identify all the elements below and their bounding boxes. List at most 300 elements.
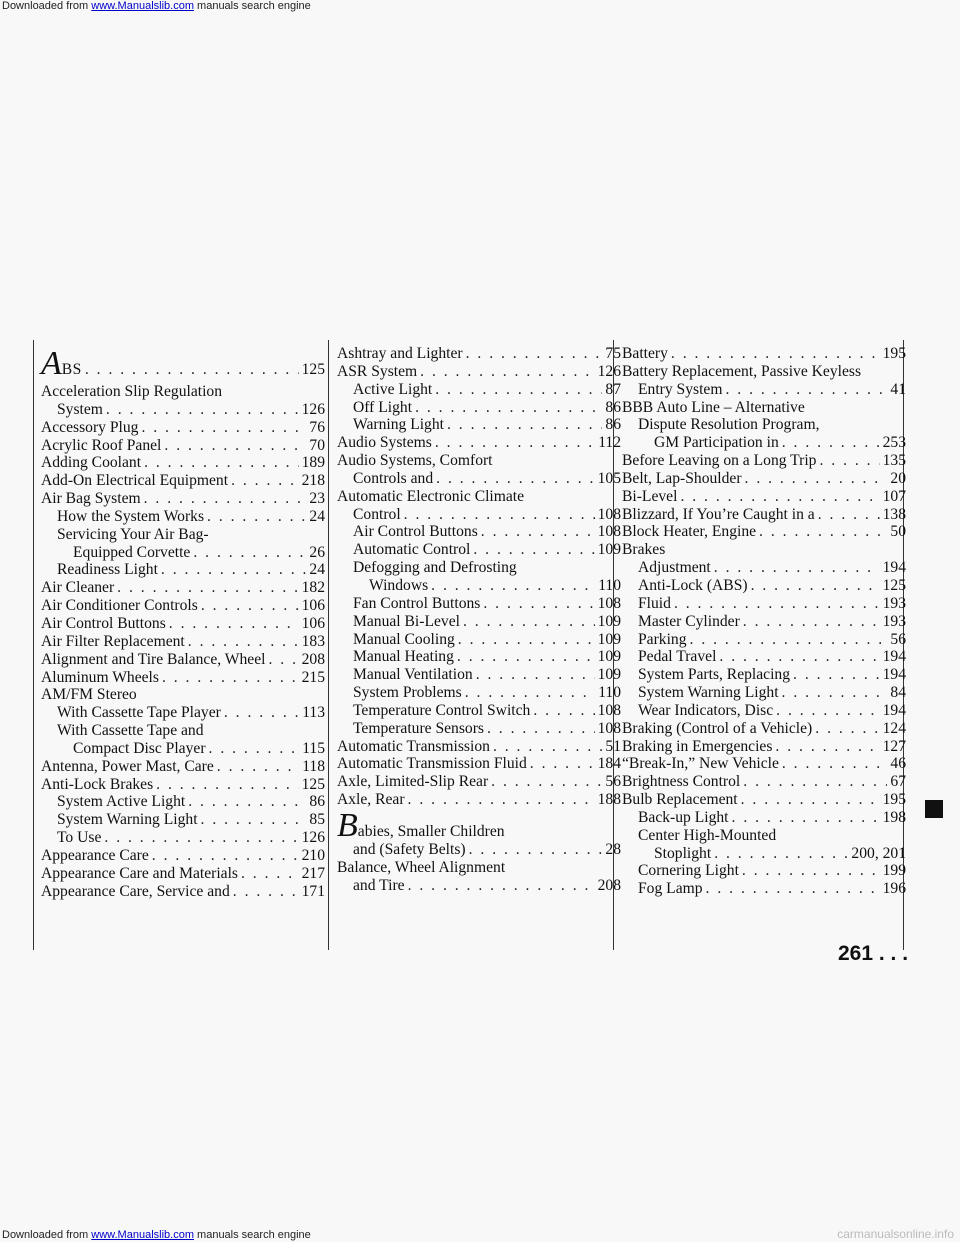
entry-text: Adjustment bbox=[638, 559, 711, 577]
entry-text: and Tire bbox=[353, 876, 405, 894]
dot-leader bbox=[458, 631, 595, 649]
entry-page-number: 50 bbox=[890, 523, 906, 541]
entry-page-number: 86 bbox=[605, 398, 621, 416]
index-entry bbox=[41, 811, 325, 829]
entry-text: Back-up Light bbox=[638, 808, 729, 826]
dot-leader bbox=[201, 811, 307, 829]
entry-text: BS bbox=[61, 361, 82, 379]
entry-text: Antenna, Power Mast, Care bbox=[41, 757, 214, 775]
dot-leader bbox=[714, 845, 848, 863]
entry-page-number: 86 bbox=[605, 416, 621, 434]
entry-page-number: 24 bbox=[309, 507, 325, 525]
dot-leader bbox=[487, 720, 595, 738]
index-entry bbox=[41, 669, 325, 687]
index-entry bbox=[622, 702, 906, 720]
dot-leader bbox=[85, 361, 299, 379]
entry-page-number: 208 bbox=[301, 650, 325, 668]
dot-leader bbox=[217, 758, 299, 776]
entry-page-number: 105 bbox=[597, 469, 621, 487]
dot-leader bbox=[782, 684, 888, 702]
dot-leader bbox=[209, 740, 300, 758]
dot-leader bbox=[530, 755, 595, 773]
index-entry bbox=[41, 758, 325, 776]
entry-page-number: 109 bbox=[597, 541, 621, 559]
entry-page-number: 109 bbox=[597, 612, 621, 630]
dot-leader bbox=[491, 773, 602, 791]
index-entry bbox=[337, 841, 621, 859]
index-entry bbox=[41, 651, 325, 669]
entry-page-number: 56 bbox=[890, 630, 906, 648]
dot-leader bbox=[741, 791, 880, 809]
entry-text: Defogging and Defrosting bbox=[353, 559, 517, 577]
entry-text: Off Light bbox=[353, 398, 413, 416]
index-entry bbox=[622, 416, 906, 434]
entry-text: Manual Heating bbox=[353, 648, 454, 666]
entry-text: System Active Light bbox=[57, 793, 186, 811]
dot-leader bbox=[483, 595, 594, 613]
entry-page-number: 124 bbox=[882, 719, 906, 737]
dot-leader bbox=[431, 577, 595, 595]
dot-leader bbox=[690, 631, 888, 649]
entry-text: Battery Replacement, Passive Keyless bbox=[622, 362, 862, 380]
dot-leader bbox=[706, 880, 880, 898]
dot-leader bbox=[207, 508, 306, 526]
entry-text: Dispute Resolution Program, bbox=[638, 416, 820, 434]
dot-leader bbox=[782, 434, 880, 452]
index-entry bbox=[622, 559, 906, 577]
manualslib-link[interactable]: www.Manualslib.com bbox=[91, 0, 194, 12]
entry-text: Controls and bbox=[353, 469, 434, 487]
index-entry bbox=[41, 526, 325, 544]
entry-text: Manual Cooling bbox=[353, 630, 455, 648]
entry-page-number: 28 bbox=[605, 840, 621, 858]
index-entry bbox=[622, 755, 906, 773]
entry-text: Acceleration Slip Regulation bbox=[41, 383, 223, 400]
entry-text: Ashtray and Lighter bbox=[337, 345, 463, 362]
entry-page-number: 113 bbox=[302, 704, 325, 722]
entry-text: Warning Light bbox=[353, 416, 444, 434]
dot-leader bbox=[751, 577, 880, 595]
dot-leader bbox=[164, 437, 306, 455]
entry-text: Compact Disc Player bbox=[73, 739, 206, 757]
entry-text: Audio Systems bbox=[337, 434, 432, 452]
entry-page-number: 198 bbox=[882, 808, 906, 826]
entry-page-number: 70 bbox=[309, 436, 325, 454]
entry-page-number: 184 bbox=[597, 755, 621, 773]
index-entry bbox=[337, 381, 621, 399]
index-entry bbox=[337, 399, 621, 417]
index-entry bbox=[337, 773, 621, 791]
entry-text: Control bbox=[353, 505, 401, 523]
dot-leader bbox=[435, 434, 595, 452]
index-entry bbox=[622, 399, 906, 417]
index-entry bbox=[41, 686, 325, 704]
dot-leader bbox=[268, 651, 298, 669]
index-entry bbox=[41, 490, 325, 508]
entry-text: Appearance Care and Materials bbox=[41, 864, 238, 882]
dot-leader bbox=[233, 883, 299, 901]
dot-leader bbox=[188, 793, 306, 811]
dot-leader bbox=[436, 470, 594, 488]
entry-text: Balance, Wheel Alignment bbox=[337, 858, 506, 876]
entry-text: How the System Works bbox=[57, 507, 205, 525]
entry-text: Automatic Transmission bbox=[337, 737, 490, 755]
entry-text: System bbox=[57, 400, 103, 418]
entry-text: System Warning Light bbox=[638, 684, 779, 702]
entry-text: Belt, Lap-Shoulder bbox=[622, 469, 742, 487]
entry-text: Parking bbox=[638, 630, 687, 648]
dot-leader bbox=[162, 669, 299, 687]
dot-leader bbox=[231, 472, 299, 490]
entry-page-number: 109 bbox=[597, 666, 621, 684]
index-entry bbox=[41, 561, 325, 579]
dot-leader bbox=[782, 755, 888, 773]
index-entry bbox=[41, 740, 325, 758]
dot-leader bbox=[141, 419, 306, 437]
index-entry bbox=[622, 720, 906, 738]
entry-text: Equipped Corvette bbox=[73, 543, 191, 561]
dot-leader bbox=[404, 506, 595, 524]
dot-leader bbox=[775, 738, 879, 756]
index-entry bbox=[337, 791, 621, 809]
index-entry bbox=[622, 577, 906, 595]
dot-leader bbox=[776, 702, 879, 720]
entry-page-number: 196 bbox=[882, 880, 906, 898]
index-entry bbox=[622, 541, 906, 559]
index-entry bbox=[41, 829, 325, 847]
index-entry bbox=[337, 720, 621, 738]
entry-page-number: 108 bbox=[597, 701, 621, 719]
entry-page-number: 194 bbox=[882, 666, 906, 684]
index-entry bbox=[337, 506, 621, 524]
entry-page-number: 126 bbox=[301, 829, 325, 847]
dot-leader bbox=[457, 648, 595, 666]
index-entry bbox=[337, 416, 621, 434]
entry-text: Accessory Plug bbox=[41, 418, 139, 436]
dot-leader bbox=[674, 595, 880, 613]
dot-leader bbox=[742, 862, 880, 880]
download-header bbox=[0, 0, 960, 12]
entry-text: Air Conditioner Controls bbox=[41, 597, 198, 615]
entry-text: Adding Coolant bbox=[41, 454, 142, 472]
entry-page-number: 20 bbox=[890, 469, 906, 487]
dot-leader bbox=[104, 829, 298, 847]
entry-text: With Cassette Tape and bbox=[57, 722, 204, 740]
dot-leader bbox=[408, 791, 595, 809]
dot-leader bbox=[435, 381, 602, 399]
dot-leader bbox=[420, 363, 594, 381]
entry-page-number: 138 bbox=[882, 505, 906, 523]
page-number: 261 . . . bbox=[838, 942, 909, 965]
index-entry bbox=[41, 345, 325, 382]
dot-leader bbox=[188, 633, 299, 651]
index-entry bbox=[622, 827, 906, 845]
footer-manualslib-link[interactable]: www.Manualslib.com bbox=[91, 1229, 194, 1241]
entry-text: Brakes bbox=[622, 541, 666, 559]
index-entry bbox=[41, 454, 325, 472]
entry-page-number: 56 bbox=[605, 773, 621, 791]
index-entry bbox=[41, 704, 325, 722]
dot-leader bbox=[725, 381, 887, 399]
entry-page-number: 193 bbox=[882, 612, 906, 630]
entry-text: Wear Indicators, Disc bbox=[638, 701, 774, 719]
index-entry bbox=[41, 793, 325, 811]
entry-text: Fog Lamp bbox=[638, 880, 703, 898]
entry-text: Braking in Emergencies bbox=[622, 737, 773, 755]
dot-leader bbox=[169, 615, 299, 633]
dot-leader bbox=[106, 401, 299, 419]
entry-text: Air Bag System bbox=[41, 490, 141, 508]
entry-page-number: 126 bbox=[301, 400, 325, 418]
index-entry bbox=[337, 363, 621, 381]
entry-page-number: 76 bbox=[309, 418, 325, 436]
index-entry bbox=[337, 613, 621, 631]
entry-page-number: 110 bbox=[598, 576, 621, 594]
index-entry bbox=[41, 883, 325, 901]
entry-text: BBB Auto Line – Alternative bbox=[622, 398, 805, 416]
section-tab-marker bbox=[925, 800, 943, 818]
dot-leader bbox=[144, 454, 299, 472]
entry-text: Center High-Mounted bbox=[638, 826, 777, 844]
entry-page-number: 108 bbox=[597, 505, 621, 523]
index-entry bbox=[41, 544, 325, 562]
entry-text: Block Heater, Engine bbox=[622, 523, 757, 541]
entry-text: Temperature Control Switch bbox=[353, 701, 531, 719]
index-entry bbox=[337, 345, 621, 363]
entry-page-number: 194 bbox=[882, 648, 906, 666]
entry-page-number: 218 bbox=[301, 472, 325, 490]
footer-prefix: Downloaded from bbox=[2, 1229, 92, 1241]
index-entry bbox=[41, 865, 325, 883]
index-entry bbox=[622, 363, 906, 381]
entry-text: Aluminum Wheels bbox=[41, 668, 159, 686]
index-entry bbox=[622, 452, 906, 470]
dot-leader bbox=[415, 399, 602, 417]
entry-page-number: 108 bbox=[597, 523, 621, 541]
entry-text: Automatic Transmission Fluid bbox=[337, 755, 527, 773]
entry-text: Anti-Lock (ABS) bbox=[638, 576, 748, 594]
entry-text: Air Cleaner bbox=[41, 579, 115, 597]
index-entry bbox=[41, 776, 325, 794]
entry-text: Manual Ventilation bbox=[353, 666, 473, 684]
dot-leader bbox=[714, 559, 880, 577]
entry-page-number: 215 bbox=[301, 668, 325, 686]
index-entry bbox=[41, 508, 325, 526]
dot-leader bbox=[745, 470, 888, 488]
dot-leader bbox=[408, 877, 595, 895]
index-entry bbox=[337, 541, 621, 559]
entry-text: Cornering Light bbox=[638, 862, 739, 880]
entry-page-number: 86 bbox=[309, 793, 325, 811]
dot-leader bbox=[224, 704, 299, 722]
index-entry bbox=[622, 791, 906, 809]
entry-page-number: 87 bbox=[605, 380, 621, 398]
index-entry bbox=[622, 809, 906, 827]
entry-page-number: 41 bbox=[890, 380, 906, 398]
dot-leader bbox=[743, 613, 880, 631]
entry-page-number: 24 bbox=[309, 561, 325, 579]
entry-text: Add-On Electrical Equipment bbox=[41, 472, 229, 490]
entry-text: System Parts, Replacing bbox=[638, 666, 791, 684]
section-initial-letter: B bbox=[337, 806, 358, 844]
entry-page-number: 135 bbox=[882, 452, 906, 470]
entry-page-number: 217 bbox=[301, 864, 325, 882]
index-entry bbox=[622, 595, 906, 613]
index-entry bbox=[337, 755, 621, 773]
index-entry bbox=[41, 597, 325, 615]
dot-leader bbox=[447, 416, 602, 434]
dot-leader bbox=[144, 490, 307, 508]
entry-text: Bulb Replacement bbox=[622, 791, 738, 809]
entry-text: Air Control Buttons bbox=[353, 523, 478, 541]
entry-page-number: 208 bbox=[597, 876, 621, 894]
index-entry bbox=[337, 434, 621, 452]
entry-text: abies, Smaller Children bbox=[357, 823, 505, 841]
dot-leader bbox=[466, 345, 603, 363]
index-entry bbox=[622, 845, 906, 863]
entry-text: Temperature Sensors bbox=[353, 719, 484, 737]
index-entry bbox=[337, 631, 621, 649]
dot-leader bbox=[241, 865, 299, 883]
entry-text: Alignment and Tire Balance, Wheel bbox=[41, 650, 266, 668]
dot-leader bbox=[819, 452, 879, 470]
entry-text: ASR System bbox=[337, 362, 418, 380]
entry-text: System Problems bbox=[353, 684, 462, 702]
entry-page-number: 112 bbox=[598, 434, 621, 452]
entry-text: and (Safety Belts) bbox=[353, 840, 466, 858]
index-entry bbox=[41, 401, 325, 419]
index-entry bbox=[41, 615, 325, 633]
watermark: carmanualsonline.info bbox=[837, 1227, 954, 1241]
index-entry bbox=[337, 648, 621, 666]
entry-page-number: 188 bbox=[597, 791, 621, 809]
dot-leader bbox=[469, 841, 603, 859]
entry-text: Appearance Care, Service and bbox=[41, 882, 230, 900]
entry-page-number: 108 bbox=[597, 594, 621, 612]
entry-page-number: 189 bbox=[301, 454, 325, 472]
index-entry bbox=[337, 877, 621, 895]
entry-page-number: 84 bbox=[890, 684, 906, 702]
index-entry bbox=[622, 381, 906, 399]
index-entry bbox=[622, 684, 906, 702]
entry-page-number: 108 bbox=[597, 719, 621, 737]
entry-text: Automatic Electronic Climate bbox=[337, 487, 525, 505]
section-initial-letter: A bbox=[41, 345, 62, 382]
dot-leader bbox=[818, 506, 880, 524]
index-entry bbox=[622, 631, 906, 649]
dot-leader bbox=[193, 544, 306, 562]
index-entry bbox=[41, 472, 325, 490]
index-entry bbox=[41, 437, 325, 455]
index-entry bbox=[622, 613, 906, 631]
entry-text: Blizzard, If You’re Caught in a bbox=[622, 505, 815, 523]
index-entry bbox=[622, 470, 906, 488]
entry-text: Pedal Travel bbox=[638, 648, 717, 666]
dot-leader bbox=[465, 684, 595, 702]
dot-leader bbox=[719, 648, 879, 666]
index-entry bbox=[622, 648, 906, 666]
column-rule-left bbox=[33, 340, 34, 950]
entry-page-number: 194 bbox=[882, 559, 906, 577]
entry-text: Master Cylinder bbox=[638, 612, 740, 630]
entry-text: Axle, Limited-Slip Rear bbox=[337, 773, 489, 791]
index-entry bbox=[41, 383, 325, 401]
entry-text: AM/FM Stereo bbox=[41, 686, 137, 704]
entry-page-number: 67 bbox=[890, 773, 906, 791]
entry-text: Air Control Buttons bbox=[41, 614, 166, 632]
entry-text: Windows bbox=[369, 576, 429, 594]
index-entry bbox=[337, 702, 621, 720]
entry-text: Battery bbox=[622, 345, 668, 362]
entry-text: Air Filter Replacement bbox=[41, 632, 185, 650]
entry-text: Manual Bi-Level bbox=[353, 612, 460, 630]
index-entry bbox=[337, 488, 621, 506]
index-entry bbox=[622, 862, 906, 880]
index-entry bbox=[622, 666, 906, 684]
dot-leader bbox=[759, 523, 887, 541]
entry-text: Braking (Control of a Vehicle) bbox=[622, 719, 813, 737]
entry-text: Bi-Level bbox=[622, 487, 678, 505]
entry-page-number: 46 bbox=[890, 755, 906, 773]
index-entry bbox=[337, 523, 621, 541]
entry-text: Axle, Rear bbox=[337, 791, 405, 809]
dot-leader bbox=[793, 666, 880, 684]
entry-page-number: 51 bbox=[605, 737, 621, 755]
index-entry bbox=[622, 434, 906, 452]
entry-text: Stoplight bbox=[654, 844, 712, 862]
entry-page-number: 253 bbox=[882, 434, 906, 452]
dot-leader bbox=[815, 720, 879, 738]
entry-page-number: 107 bbox=[882, 487, 906, 505]
dot-leader bbox=[533, 702, 594, 720]
index-entry bbox=[337, 577, 621, 595]
entry-text: System Warning Light bbox=[57, 811, 198, 829]
index-entry bbox=[622, 773, 906, 791]
index-entry bbox=[41, 579, 325, 597]
entry-page-number: 75 bbox=[605, 345, 621, 362]
dot-leader bbox=[201, 597, 299, 615]
entry-page-number: 193 bbox=[882, 594, 906, 612]
index-entry bbox=[41, 419, 325, 437]
entry-page-number: 109 bbox=[597, 648, 621, 666]
entry-text: Fluid bbox=[638, 594, 671, 612]
index-entry bbox=[337, 859, 621, 877]
entry-text: Entry System bbox=[638, 380, 723, 398]
dot-leader bbox=[680, 488, 879, 506]
entry-page-number: 23 bbox=[309, 490, 325, 508]
index-column-1 bbox=[41, 345, 325, 900]
entry-text: GM Participation in bbox=[654, 434, 779, 452]
index-column-2 bbox=[337, 345, 621, 894]
entry-text: Appearance Care bbox=[41, 846, 149, 864]
dot-leader bbox=[481, 523, 595, 541]
index-entry bbox=[337, 595, 621, 613]
dot-leader bbox=[156, 776, 298, 794]
entry-page-number: 182 bbox=[301, 579, 325, 597]
dot-leader bbox=[743, 773, 887, 791]
entry-page-number: 127 bbox=[882, 737, 906, 755]
entry-text: Before Leaving on a Long Trip bbox=[622, 452, 817, 470]
footer-suffix: manuals search engine bbox=[193, 1229, 311, 1241]
dot-leader bbox=[473, 541, 594, 559]
entry-page-number: 126 bbox=[597, 362, 621, 380]
index-entry bbox=[337, 559, 621, 577]
index-entry bbox=[622, 880, 906, 898]
entry-page-number: 195 bbox=[882, 345, 906, 362]
entry-page-number: 106 bbox=[301, 614, 325, 632]
entry-page-number: 194 bbox=[882, 701, 906, 719]
entry-text: Acrylic Roof Panel bbox=[41, 436, 162, 454]
